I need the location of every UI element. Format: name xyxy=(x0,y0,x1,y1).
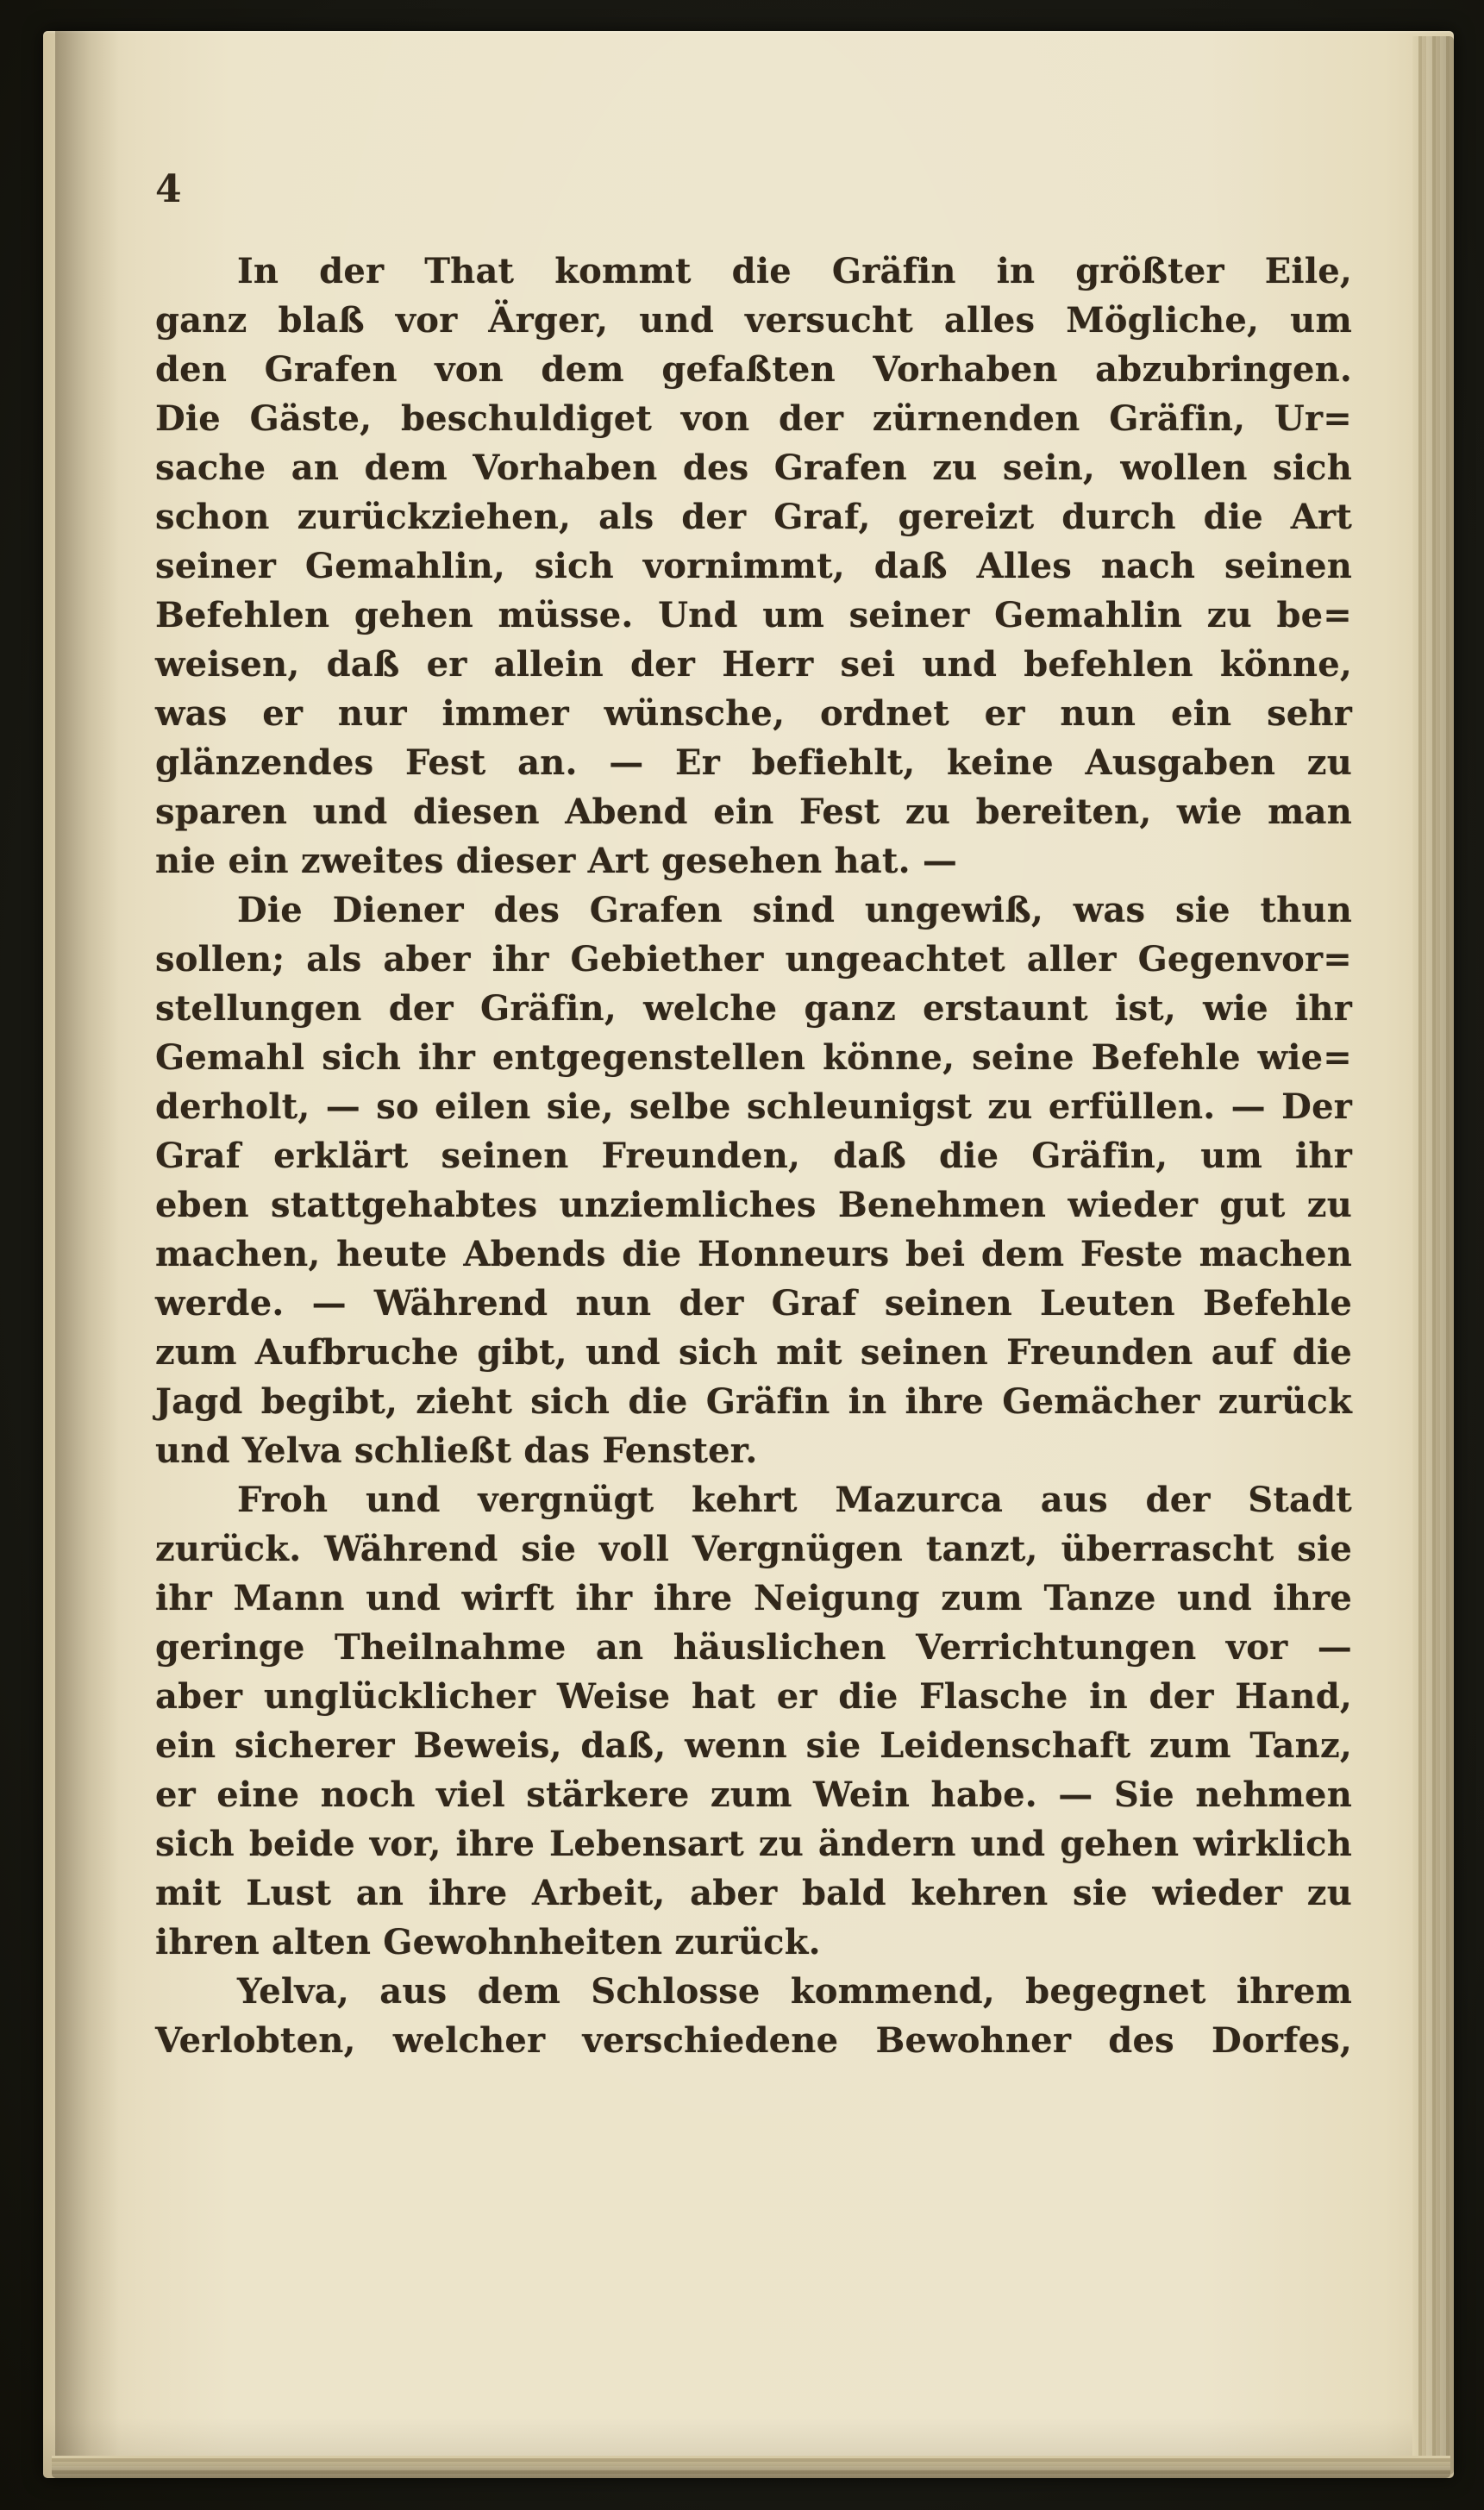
text-line: Verlobten, welcher verschiedene Bewohner des Dorfes, xyxy=(155,2020,1352,2061)
text-line: Graf erklärt seinen Freunden, daß die Gräfin, um ihr xyxy=(155,1136,1352,1176)
page-edge-stack-bottom xyxy=(52,2456,1450,2478)
text-line: werde. — Während nun der Graf seinen Leuten Befehle xyxy=(155,1283,1352,1324)
text-line: sache an dem Vorhaben des Grafen zu sein, wollen sich xyxy=(155,448,1352,488)
text-line: Die Diener des Grafen sind ungewiß, was sie thun xyxy=(237,890,1352,930)
text-line: und Yelva schließt das Fenster. xyxy=(155,1430,758,1471)
book-page xyxy=(43,31,1454,2478)
text-line: was er nur immer wünsche, ordnet er nun ein sehr xyxy=(155,693,1352,734)
text-line: machen, heute Abends die Honneurs bei dem Feste machen xyxy=(155,1234,1352,1274)
text-line: er eine noch viel stärkere zum Wein habe. — Sie nehmen xyxy=(155,1775,1352,1815)
text-line: mit Lust an ihre Arbeit, aber bald kehren sie wieder zu xyxy=(155,1873,1352,1913)
text-line: sollen; als aber ihr Gebiether ungeachtet aller Gegenvor= xyxy=(155,939,1352,980)
text-line: Befehlen gehen müsse. Und um seiner Gemahlin zu be= xyxy=(155,595,1352,635)
text-line: Yelva, aus dem Schlosse kommend, begegnet ihrem xyxy=(237,1971,1352,2012)
text-line: aber unglücklicher Weise hat er die Flasche in der Hand, xyxy=(155,1676,1352,1717)
text-line: sparen und diesen Abend ein Fest zu bereiten, wie man xyxy=(155,792,1352,832)
text-line: weisen, daß er allein der Herr sei und befehlen könne, xyxy=(155,644,1352,685)
text-line: glänzendes Fest an. — Er befiehlt, keine Ausgaben zu xyxy=(155,742,1352,783)
text-line: derholt, — so eilen sie, selbe schleunigst zu erfüllen. — Der xyxy=(155,1086,1352,1127)
text-line: Gemahl sich ihr entgegenstellen könne, seine Befehle wie= xyxy=(155,1037,1352,1078)
text-line: stellungen der Gräfin, welche ganz erstaunt ist, wie ihr xyxy=(155,988,1352,1029)
text-line: ihren alten Gewohnheiten zurück. xyxy=(155,1922,821,1962)
text-line: ihr Mann und wirft ihr ihre Neigung zum Tanze und ihre xyxy=(155,1578,1352,1618)
text-line: nie ein zweites dieser Art gesehen hat. — xyxy=(155,841,958,881)
text-line: schon zurückziehen, als der Graf, gereizt durch die Art xyxy=(155,497,1352,537)
text-line: sich beide vor, ihre Lebensart zu ändern und gehen wirklich xyxy=(155,1824,1352,1864)
text-line: seiner Gemahlin, sich vornimmt, daß Alles nach seinen xyxy=(155,546,1352,586)
text-line: In der That kommt die Gräfin in größter Eile, xyxy=(237,251,1352,291)
text-line: den Grafen von dem gefaßten Vorhaben abzubringen. xyxy=(155,349,1352,390)
text-line: geringe Theilnahme an häuslichen Verrichtungen vor — xyxy=(155,1627,1352,1668)
text-line: Jagd begibt, zieht sich die Gräfin in ihre Gemächer zurück xyxy=(155,1381,1352,1422)
text-line: eben stattgehabtes unziemliches Benehmen wieder gut zu xyxy=(155,1185,1352,1225)
text-line: ganz blaß vor Ärger, und versucht alles Mögliche, um xyxy=(155,300,1352,341)
page-text xyxy=(155,247,1352,2065)
text-line: ein sicherer Beweis, daß, wenn sie Leidenschaft zum Tanz, xyxy=(155,1725,1352,1766)
text-line: zurück. Während sie voll Vergnügen tanzt, überrascht sie xyxy=(155,1529,1352,1569)
text-line: Froh und vergnügt kehrt Mazurca aus der Stadt xyxy=(237,1480,1352,1520)
page-number: 4 xyxy=(155,167,182,211)
page-edge-stack-right xyxy=(1412,36,1454,2475)
binding-gutter-shadow xyxy=(55,31,119,2478)
text-line: zum Aufbruche gibt, und sich mit seinen Freunden auf die xyxy=(155,1332,1352,1373)
text-line: Die Gäste, beschuldiget von der zürnenden Gräfin, Ur= xyxy=(155,398,1352,439)
